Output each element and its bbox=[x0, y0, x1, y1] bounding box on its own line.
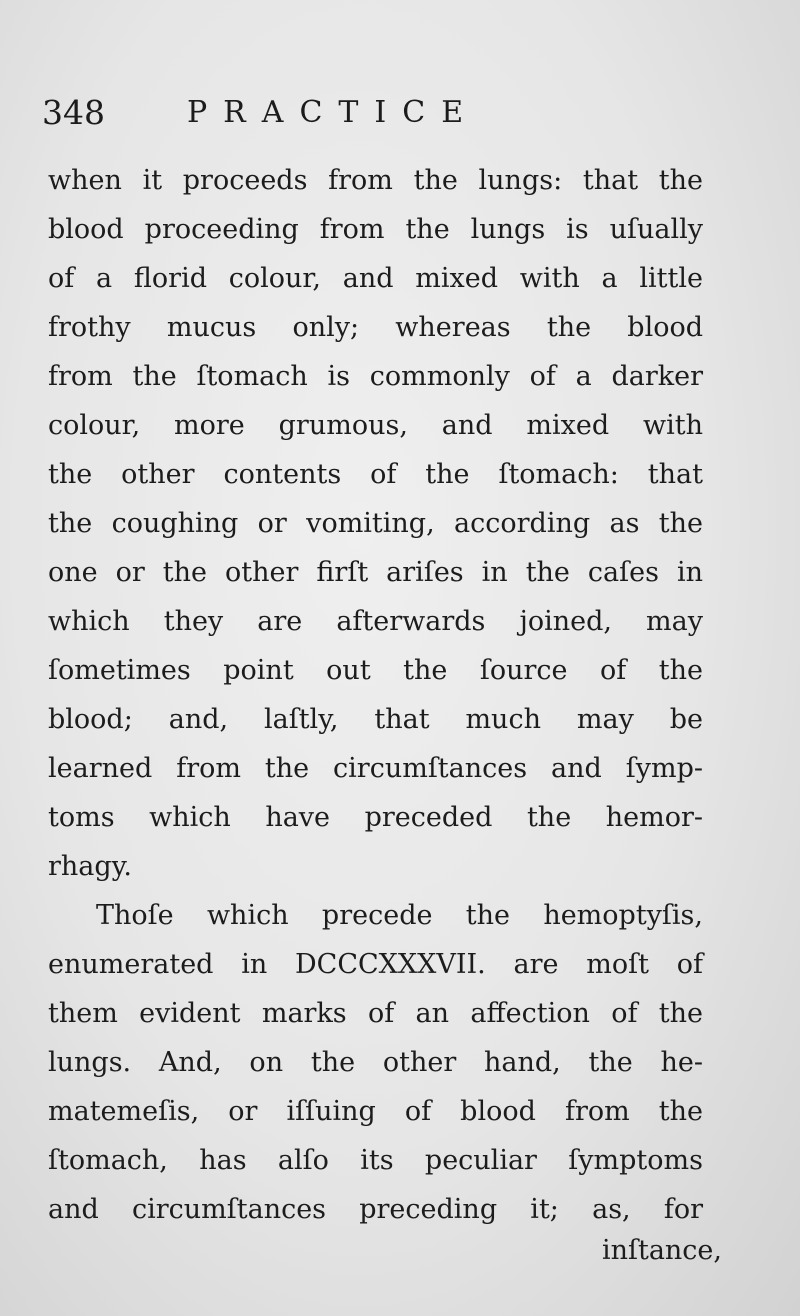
text-line: ſtomach, has alſo its peculiar ſymptoms bbox=[48, 1145, 703, 1176]
body-text bbox=[48, 156, 703, 1234]
text-line: when it proceeds from the lungs: that the bbox=[48, 165, 703, 196]
page-number: 348 bbox=[42, 93, 105, 132]
text-line: frothy mucus only; whereas the blood bbox=[48, 312, 703, 343]
text-line: the other contents of the ſtomach: that bbox=[48, 459, 703, 490]
page-header bbox=[42, 88, 762, 138]
text-line: colour, more grumous, and mixed with bbox=[48, 410, 703, 441]
text-line: blood; and, laſtly, that much may be bbox=[48, 704, 703, 735]
paragraph-start-line: Thoſe which precede the hemoptyſis, bbox=[96, 900, 703, 931]
text-line: the coughing or vomiting, according as the bbox=[48, 508, 703, 539]
text-line: lungs. And, on the other hand, the he- bbox=[48, 1047, 703, 1078]
text-line: matemeſis, or iſſuing of blood from the bbox=[48, 1096, 703, 1127]
text-line: blood proceeding from the lungs is uſually bbox=[48, 214, 703, 245]
text-line: one or the other firſt ariſes in the caſes in bbox=[48, 557, 703, 588]
text-line: ſometimes point out the ſource of the bbox=[48, 655, 703, 686]
catchword: inſtance, bbox=[601, 1235, 722, 1266]
text-line: enumerated in DCCCXXXVII. are moſt of bbox=[48, 949, 703, 980]
text-line: them evident marks of an affection of the bbox=[48, 998, 703, 1029]
text-line: from the ſtomach is commonly of a darker bbox=[48, 361, 703, 392]
text-line: learned from the circumſtances and ſymp- bbox=[48, 753, 703, 784]
text-line: and circumſtances preceding it; as, for bbox=[48, 1194, 703, 1225]
text-line: toms which have preceded the hemor- bbox=[48, 802, 703, 833]
running-head: PRACTICE bbox=[187, 95, 480, 130]
text-line: rhagy. bbox=[48, 851, 132, 882]
text-line: of a florid colour, and mixed with a little bbox=[48, 263, 703, 294]
text-line: which they are afterwards joined, may bbox=[48, 606, 703, 637]
